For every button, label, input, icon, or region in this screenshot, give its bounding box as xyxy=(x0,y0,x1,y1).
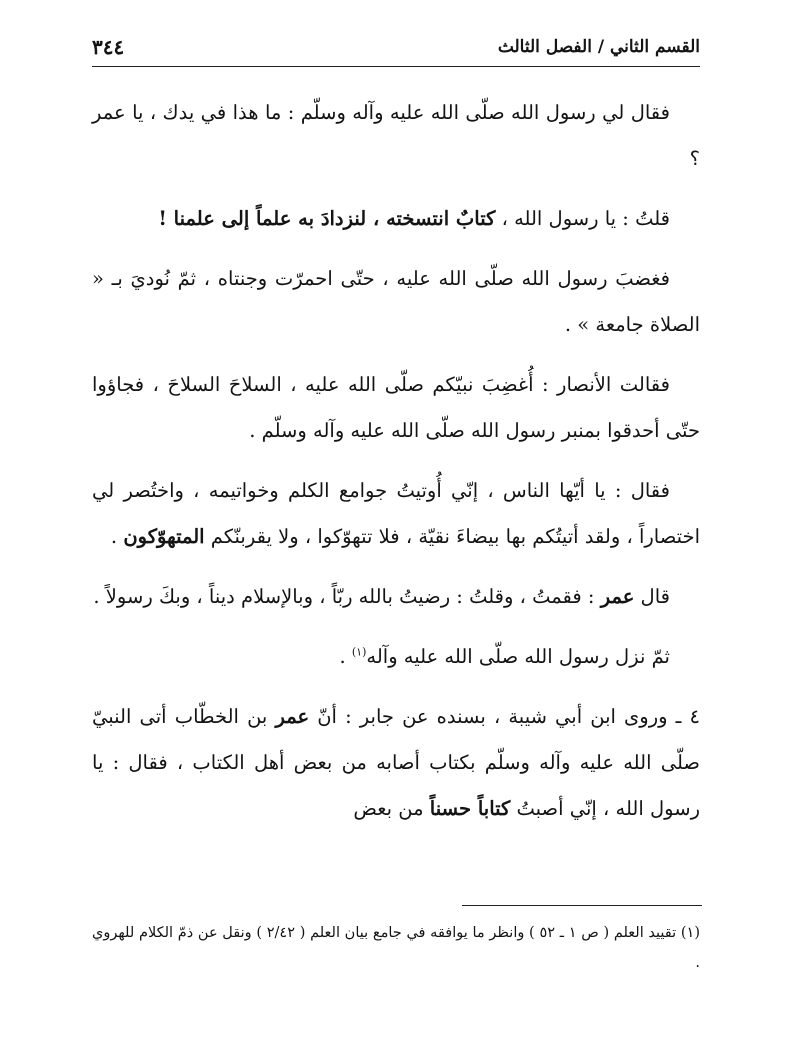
main-text xyxy=(92,90,700,846)
paragraph: فقال : يا أيّها الناس ، إنّي أُوتيتُ جوامع الكلم وخواتيمه ، واختُصر لي اختصاراً ، ولقد أتيتُكم بها بيضاءَ نقيّة ، فلا تتهوّكوا ، ولا يقربنّكم المتهوّكون . xyxy=(92,479,700,548)
emphasis: كتابٌ انتسخته ، لنزدادَ به علماً إلى علمنا ! xyxy=(158,207,496,230)
emphasis: المتهوّكون xyxy=(123,525,205,548)
section-title: القسم الثاني / الفصل الثالث xyxy=(497,37,700,57)
page-number: ٣٤٤ xyxy=(92,35,125,59)
running-header xyxy=(92,30,700,64)
paragraph: ٤ ـ وروى ابن أبي شيبة ، بسنده عن جابر : أنّ عمر بن الخطّاب أتى النبيّ صلّى الله عليه وآله وسلّم بكتاب أصابه من بعض أهل الكتاب ، فقال : يا رسول الله ، إنّي أصبتُ كتاباً حسناً من بعض xyxy=(92,705,700,820)
emphasis: عمر xyxy=(600,585,635,608)
emphasis: كتاباً حسناً xyxy=(429,797,511,820)
paragraph: قلتُ : يا رسول الله ، كتابٌ انتسخته ، لنزدادَ به علماً إلى علمنا ! xyxy=(158,207,670,230)
paragraph: قال عمر : فقمتُ ، وقلتُ : رضيتُ بالله ربّاً ، وبالإسلام ديناً ، وبكَ رسولاً . xyxy=(93,585,670,608)
paragraph: فقال لي رسول الله صلّى الله عليه وآله وسلّم : ما هذا في يدك ، يا عمر ؟ xyxy=(92,101,700,170)
paragraph: ثمّ نزل رسول الله صلّى الله عليه وآله$^{(١)}$ . xyxy=(339,645,670,668)
paragraph: فغضبَ رسول الله صلّى الله عليه ، حتّى احمرّت وجنتاه ، ثمّ نُوديَ بـ « الصلاة جامعة » . xyxy=(92,267,700,336)
emphasis: عمر xyxy=(275,705,310,728)
footnote: (١) تقييد العلم ( ص ١ ـ ٥٢ ) وانظر ما يوافقه في جامع بيان العلم ( ٢/٤٢ ) ونقل عن ذمّ الكلام للهروي . xyxy=(92,925,700,971)
paragraph: فقالت الأنصار : أُغضِبَ نبيّكم صلّى الله عليه ، السلاحَ السلاحَ ، فجاؤوا حتّى أحدقوا بمنبر رسول الله صلّى الله عليه وآله وسلّم . xyxy=(92,373,700,442)
header-divider xyxy=(92,66,700,67)
footnote-reference: (١) xyxy=(351,645,367,659)
footnote-divider xyxy=(462,905,702,906)
